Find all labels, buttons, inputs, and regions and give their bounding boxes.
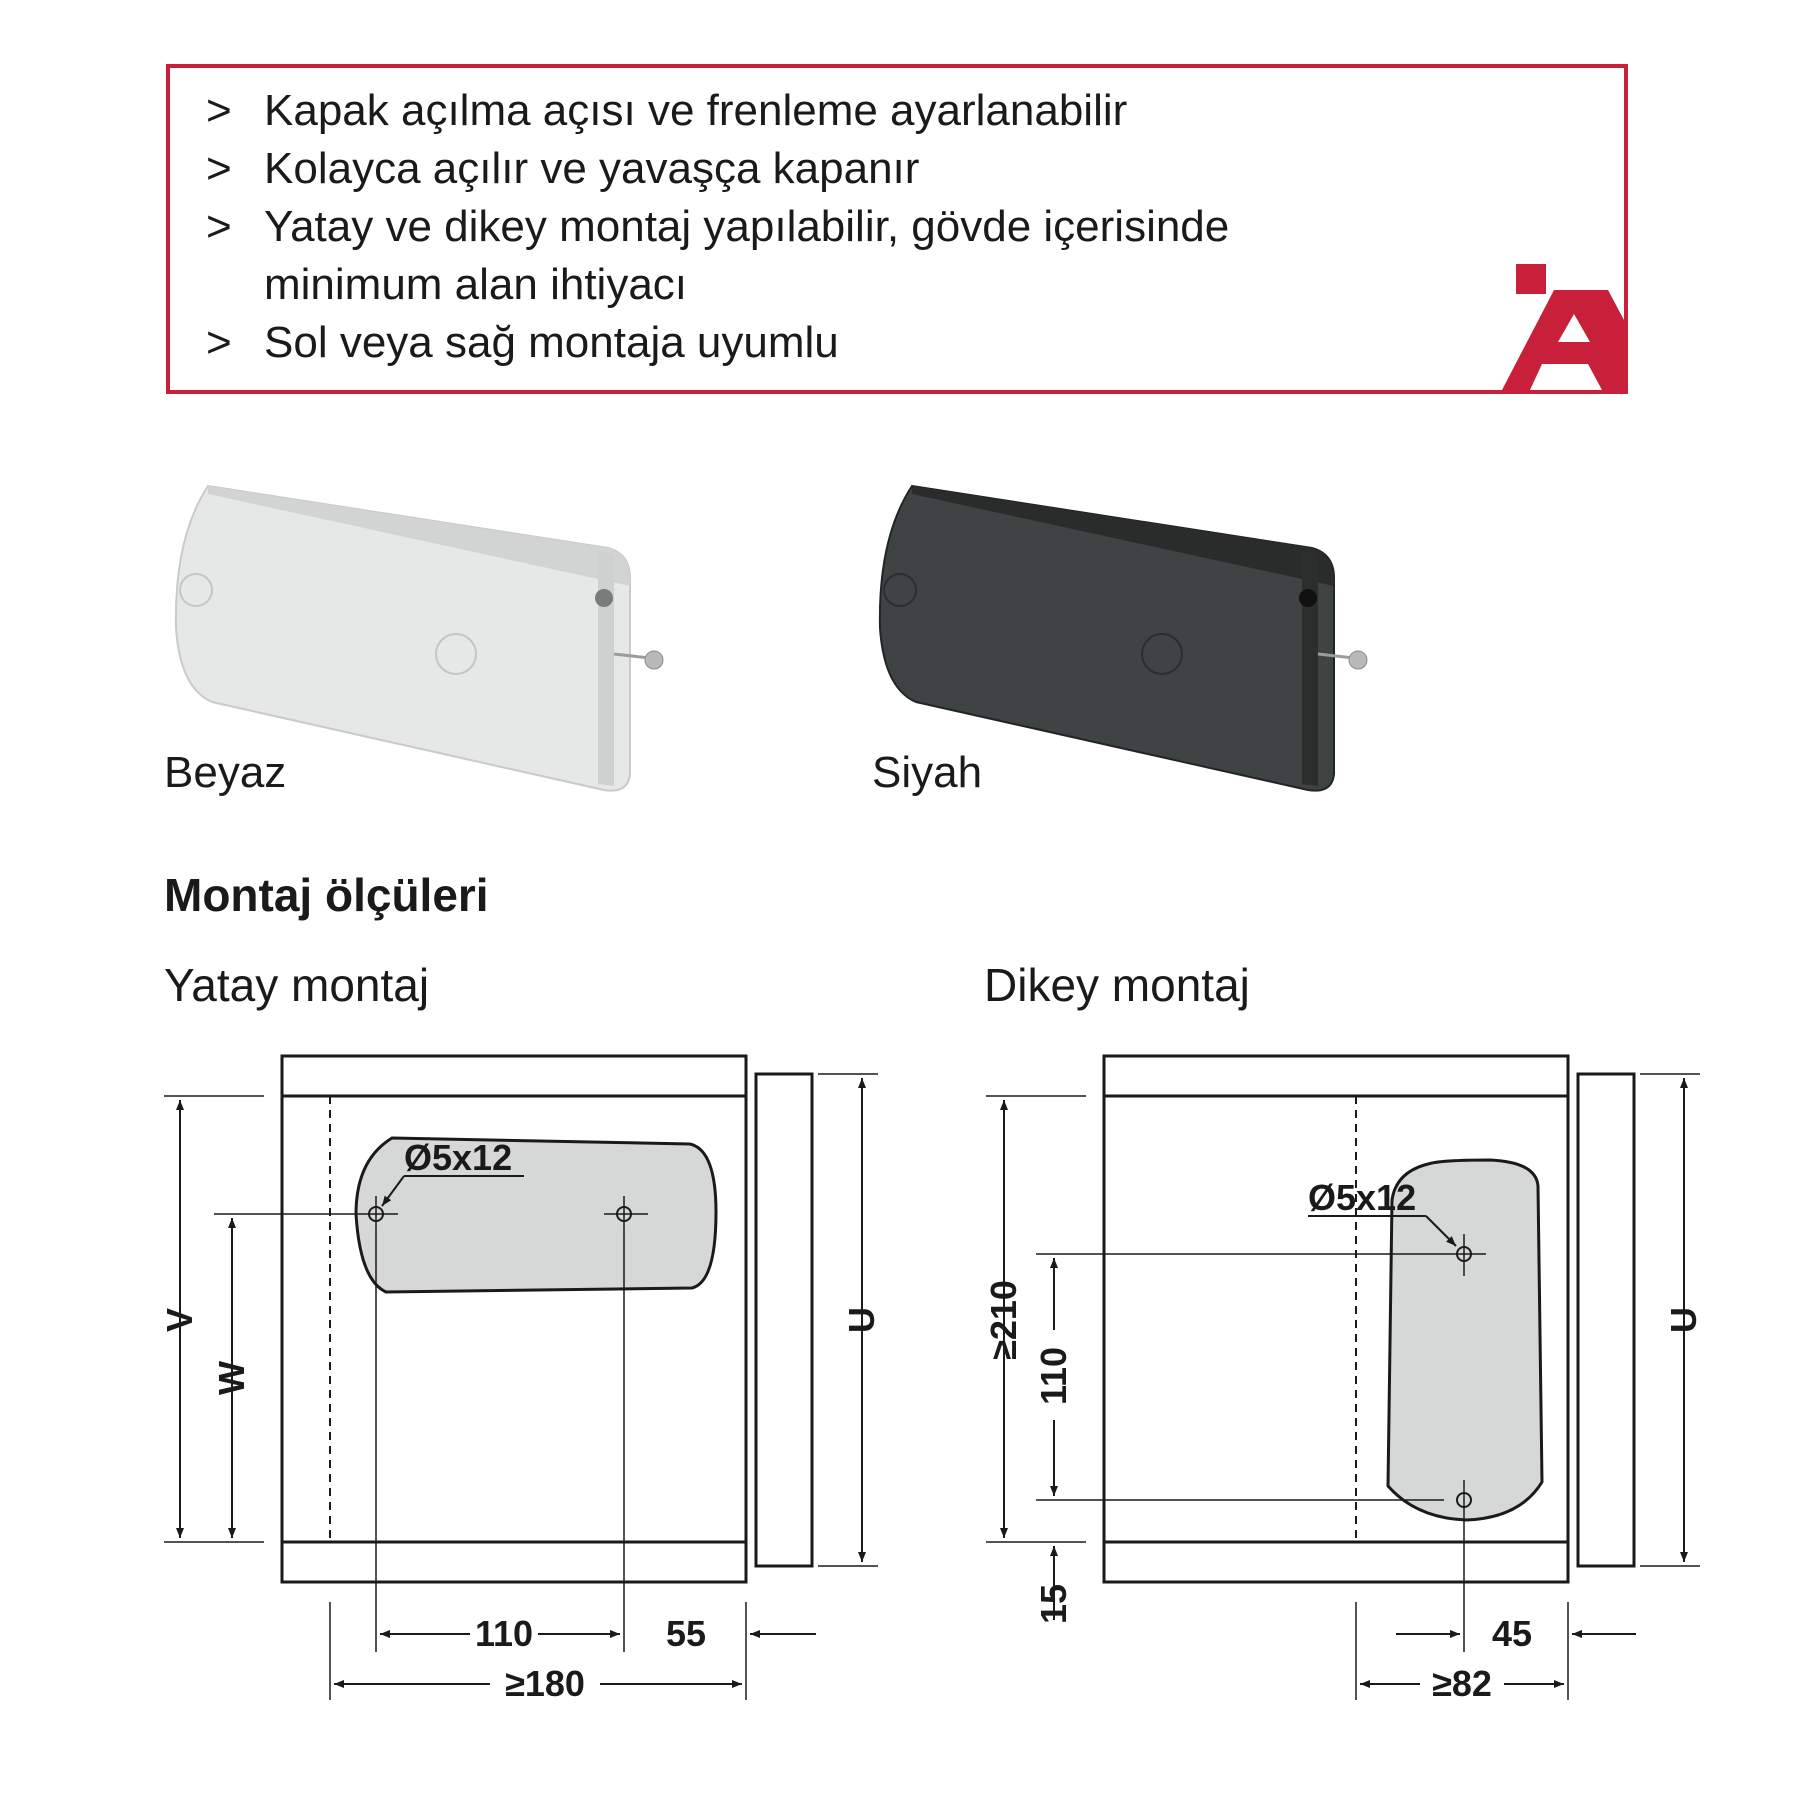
bullet-icon: >: [206, 144, 232, 193]
dim-110: 110: [1033, 1346, 1074, 1406]
vertical-title: Dikey montaj: [984, 959, 1250, 1011]
bullet-icon: >: [206, 86, 232, 135]
horizontal-title: Yatay montaj: [164, 959, 430, 1011]
flap-door: [1578, 1074, 1634, 1566]
dim-W: W: [211, 1361, 252, 1395]
bullet-icon: >: [206, 318, 232, 367]
hole-label: Ø5x12: [404, 1137, 513, 1178]
dim-180: ≥180: [505, 1663, 585, 1704]
dim-U: U: [841, 1307, 882, 1333]
dim-V: V: [159, 1307, 200, 1333]
dim-55: 55: [665, 1613, 707, 1654]
feature-text: Kapak açılma açısı ve frenleme ayarlanabilir: [264, 86, 1128, 135]
dim-45: 45: [1491, 1613, 1533, 1654]
bullet-icon: >: [206, 202, 232, 251]
dim-U: U: [1663, 1307, 1704, 1333]
dim-15: 15: [1033, 1583, 1074, 1625]
hole-label: Ø5x12: [1308, 1177, 1417, 1218]
cabinet-outline: [282, 1056, 746, 1582]
dim-210: ≥210: [983, 1280, 1024, 1360]
horizontal-diagram: [164, 1056, 878, 1700]
feature-text: Sol veya sağ montaja uyumlu: [264, 318, 839, 367]
flap-door: [756, 1074, 812, 1566]
vertical-diagram: [986, 1056, 1700, 1700]
product-label-black: Siyah: [872, 748, 983, 797]
product-label-white: Beyaz: [164, 748, 287, 797]
feature-text: Kolayca açılır ve yavaşça kapanır: [264, 144, 920, 193]
feature-text: Yatay ve dikey montaj yapılabilir, gövde içerisinde minimum alan ihtiyacı: [264, 202, 1230, 309]
dim-82: ≥82: [1432, 1663, 1492, 1704]
section-title: Montaj ölçüleri: [164, 869, 489, 921]
dim-110: 110: [474, 1613, 534, 1654]
